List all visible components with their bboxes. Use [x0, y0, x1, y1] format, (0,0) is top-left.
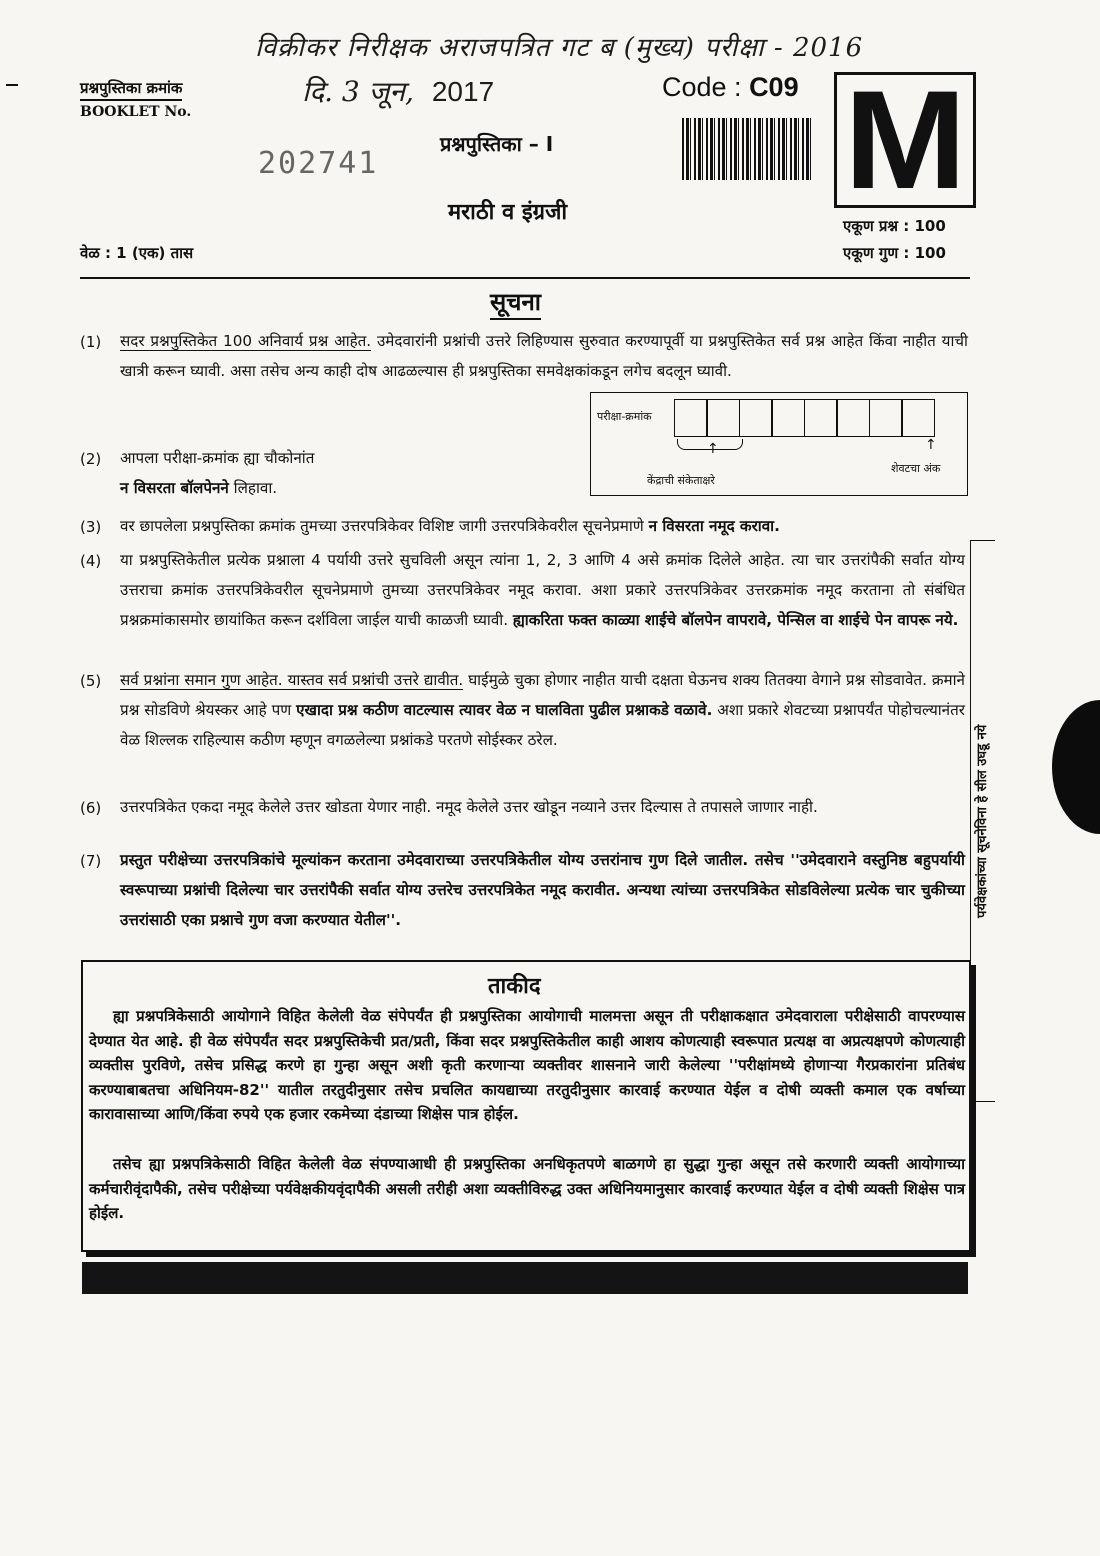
- roll-number-cell[interactable]: [869, 399, 903, 437]
- instruction-number: (5): [80, 672, 102, 690]
- seal-strip-text: पर्यवेक्षकांच्या सूचनेविना हे सील उघडू नये: [975, 724, 990, 918]
- instruction-5-underlined: सर्व प्रश्नांना समान गुण आहेत. यास्तव सर्व प्रश्नांची उत्तरे द्यावीत.: [120, 671, 464, 689]
- instruction-5-text: घाईमुळे चुका होणार नाहीत याची दक्षता घेऊनच शक्य तितक्या वेगाने प्रश्न सोडवावेत. क्रमाने प्रश्न सोडविणे श्रेयस्कर आहे पण: [120, 671, 965, 719]
- roll-number-box: [590, 392, 968, 496]
- arrow-up-icon: ↑: [707, 441, 719, 457]
- exam-date-handwritten: दि. 3 जून,: [302, 75, 414, 108]
- instruction-number: (1): [80, 333, 102, 351]
- instruction-number: (2): [80, 450, 102, 468]
- instruction-3-bold: न विसरता नमूद करावा.: [648, 517, 780, 535]
- instruction-1-text: उमेदवारांनी प्रश्नांची उत्तरे लिहिण्यास सुरुवात करण्यापूर्वी या प्रश्नपुस्तिकेत सर्व प्रश्न आहेत किंवा नाहीत याची खात्री करून घ्यावी. असा तसेच अन्य काही दोष आढळल्यास ही प्रश्नपुस्तिका समवेक्षकांकडून लगेच बदलून घ्यावी.: [120, 332, 968, 380]
- exam-duration: वेळ : 1 (एक) तास: [80, 244, 194, 262]
- instructions-heading: सूचना: [490, 285, 541, 320]
- paper-code-value: C09: [749, 72, 799, 102]
- scan-mark: [6, 84, 18, 86]
- centre-code-label: केंद्राची संकेताक्षरे: [647, 474, 715, 487]
- paper-code: [662, 72, 799, 103]
- roll-number-cell[interactable]: [804, 399, 838, 437]
- booklet-number-label-en: BOOKLET No.: [80, 104, 192, 120]
- booklet-part: प्रश्नपुस्तिका – I: [440, 132, 554, 156]
- instruction-6: [120, 792, 965, 822]
- instruction-4-bold: ह्याकरिता फक्त काळ्या शाईचे बॉलपेन वापरावे, पेन्सिल वा शाईचे पेन वापरू नये.: [512, 611, 959, 629]
- subject-title: मराठी व इंग्रजी: [448, 200, 568, 225]
- seal-strip: [970, 540, 995, 1102]
- arrow-up-icon: ↑: [925, 437, 937, 453]
- instruction-1-underlined: सदर प्रश्नपुस्तिकेत 100 अनिवार्य प्रश्न आहेत.: [120, 332, 372, 350]
- instruction-5-bold: एखादा प्रश्न कठीण वाटल्यास त्यावर वेळ न घालविता पुढील प्रश्नाकडे वळावे.: [296, 701, 713, 719]
- instruction-4: [120, 545, 965, 635]
- booklet-number: 202741: [258, 146, 379, 181]
- exam-date-year: 2017: [431, 76, 495, 107]
- instruction-1: [120, 326, 968, 386]
- booklet-number-label: प्रश्नपुस्तिका क्रमांक: [80, 78, 182, 101]
- instruction-2-text-end: लिहावा.: [228, 479, 278, 497]
- barcode: [682, 118, 812, 180]
- header-divider: [80, 277, 970, 279]
- exam-date: [302, 72, 494, 110]
- warning-heading: ताकीद: [488, 974, 541, 999]
- total-marks: एकूण गुण : 100: [843, 244, 946, 262]
- roll-number-label: परीक्षा-क्रमांक: [597, 410, 652, 423]
- roll-number-cell[interactable]: [771, 399, 805, 437]
- last-digit-label: शेवटचा अंक: [891, 462, 941, 475]
- roll-number-cell[interactable]: [706, 399, 740, 437]
- instruction-number: (6): [80, 799, 102, 817]
- roll-number-cell[interactable]: [674, 399, 708, 437]
- instruction-5: [120, 665, 965, 755]
- footer-band: [82, 1262, 968, 1294]
- instruction-5-text-end: अशा प्रकारे शेवटच्या प्रश्नापर्यंत पोहोचल्यानंतर वेळ शिल्लक राहिल्यास कठीण म्हणून वगळलेल्या प्रश्नांकडे परतणे सोईस्कर ठरेल.: [120, 701, 965, 749]
- instruction-number: (4): [80, 552, 102, 570]
- instruction-number: (3): [80, 518, 102, 536]
- instruction-3: [120, 511, 965, 541]
- instruction-7-bold: प्रस्तुत परीक्षेच्या उत्तरपत्रिकांचे मूल्यांकन करताना उमेदवाराच्या उत्तरपत्रिकेतील योग्य उत्तरांनाच गुण दिले जातील. तसेच ''उमेदवाराने वस्तुनिष्ठ बहुपर्यायी स्वरूपाच्या प्रश्नांची दिलेल्या चार उत्तरांपैकी सर्वात योग्य उत्तरेच उत्तरपत्रिकेत नमूद करावीत. अन्यथा त्यांच्या उत्तरपत्रिकेत सोडविलेल्या प्रत्येक चार चुकीच्या उत्तरांसाठी एका प्रश्नाचे गुण वजा करण्यात येतील''.: [120, 851, 965, 929]
- instruction-3-text: वर छापलेला प्रश्नपुस्तिका क्रमांक तुमच्या उत्तरपत्रिकेवर विशिष्ट जागी उत्तरपत्रिकेवरील सूचनेप्रमाणे: [120, 517, 649, 535]
- roll-number-cell[interactable]: [901, 399, 935, 437]
- instruction-2: [120, 443, 500, 503]
- paper-code-label: Code :: [662, 72, 750, 102]
- handwritten-exam-title: विक्रीकर निरीक्षक अराजपत्रित गट ब (मुख्य) परीक्षा - 2016: [255, 33, 864, 63]
- warning-paragraph: तसेच ह्या प्रश्नपत्रिकेसाठी विहित केलेली वेळ संपण्याआधी ही प्रश्नपुस्तिका अनधिकृतपणे बाळगणे हा सुद्धा गुन्हा असून तसे करणारी व्यक्ती आयोगाच्या कर्मचारीवृंदापैकी, तसेच परीक्षेच्या पर्यवेक्षकीयवृंदापैकी असली तरीही अशा व्यक्तीविरुद्ध उक्त अधिनियमानुसार कारवाई करण्यात येईल व दोषी व्यक्ती शिक्षेस पात्र होईल.: [89, 1155, 965, 1222]
- instruction-number: (7): [80, 852, 102, 870]
- instruction-4-text: या प्रश्नपुस्तिकेतील प्रत्येक प्रश्नाला 4 पर्यायी उत्तरे सुचविली असून त्यांना 1, 2, 3 आणि 4 असे क्रमांक दिलेले आहेत. त्या चार उत्तरांपैकी सर्वात योग्य उत्तराचा क्रमांक उत्तरपत्रिकेवरील सूचनेप्रमाणे तुमच्या उत्तरपत्रिकेवर नमूद करावा. अशा प्रकारे उत्तरपत्रिकेवर उत्तरक्रमांक नमूद करताना तो संबंधित प्रश्नक्रमांकासमोर छायांकित करून दर्शविला जाईल याची काळजी घ्यावी.: [120, 551, 965, 629]
- roll-number-cells: [675, 399, 935, 437]
- instruction-2-bold: न विसरता बॉलपेनने: [120, 479, 229, 497]
- series-letter: M: [843, 61, 967, 218]
- warning-paragraph: ह्या प्रश्नपत्रिकेसाठी आयोगाने विहित केलेली वेळ संपेपर्यंत ही प्रश्नपुस्तिका आयोगाची मालमत्ता असून ती परीक्षाकक्षात उमेदवाराला परीक्षेसाठी वापरण्यास देण्यात येत आहे. ही वेळ संपेपर्यंत सदर प्रश्नपुस्तिकेची प्रत/प्रती, किंवा सदर प्रश्नपुस्तिकेतील काही आशय कोणत्याही स्वरूपात प्रत्यक्ष वा अप्रत्यक्षपणे कोणत्याही व्यक्तीस पुरविणे, तसेच प्रसिद्ध करणे हा गुन्हा असून अशी कृती करणाऱ्या व्यक्तीवर शासनाने जारी केलेल्या ''परीक्षांमध्ये होणाऱ्या गैरप्रकारांना प्रतिबंध करण्याबाबतचा अधिनियम-82'' यातील तरतुदीनुसार तसेच प्रचलित कायद्याच्या तरतुदीनुसार कारवाई करण्यात येईल व दोषी व्यक्ती कमाल एक वर्षाच्या कारावासाच्या आणि/किंवा रुपये एक हजार रकमेच्या दंडाच्या शिक्षेस पात्र होईल.: [89, 1007, 965, 1123]
- punch-hole: [1052, 700, 1100, 834]
- instruction-7: [120, 845, 965, 935]
- instruction-6-text: उत्तरपत्रिकेत एकदा नमूद केलेले उत्तर खोडता येणार नाही. नमूद केलेले उत्तर खोडून नव्याने उत्तर दिल्यास ते तपासले जाणार नाही.: [120, 798, 818, 816]
- roll-number-cell[interactable]: [836, 399, 870, 437]
- series-box: [834, 61, 976, 218]
- instruction-2-text: आपला परीक्षा-क्रमांक ह्या चौकोनांत: [120, 449, 315, 467]
- warning-box: [81, 960, 971, 1252]
- roll-number-cell[interactable]: [739, 399, 773, 437]
- total-questions: एकूण प्रश्न : 100: [843, 217, 946, 235]
